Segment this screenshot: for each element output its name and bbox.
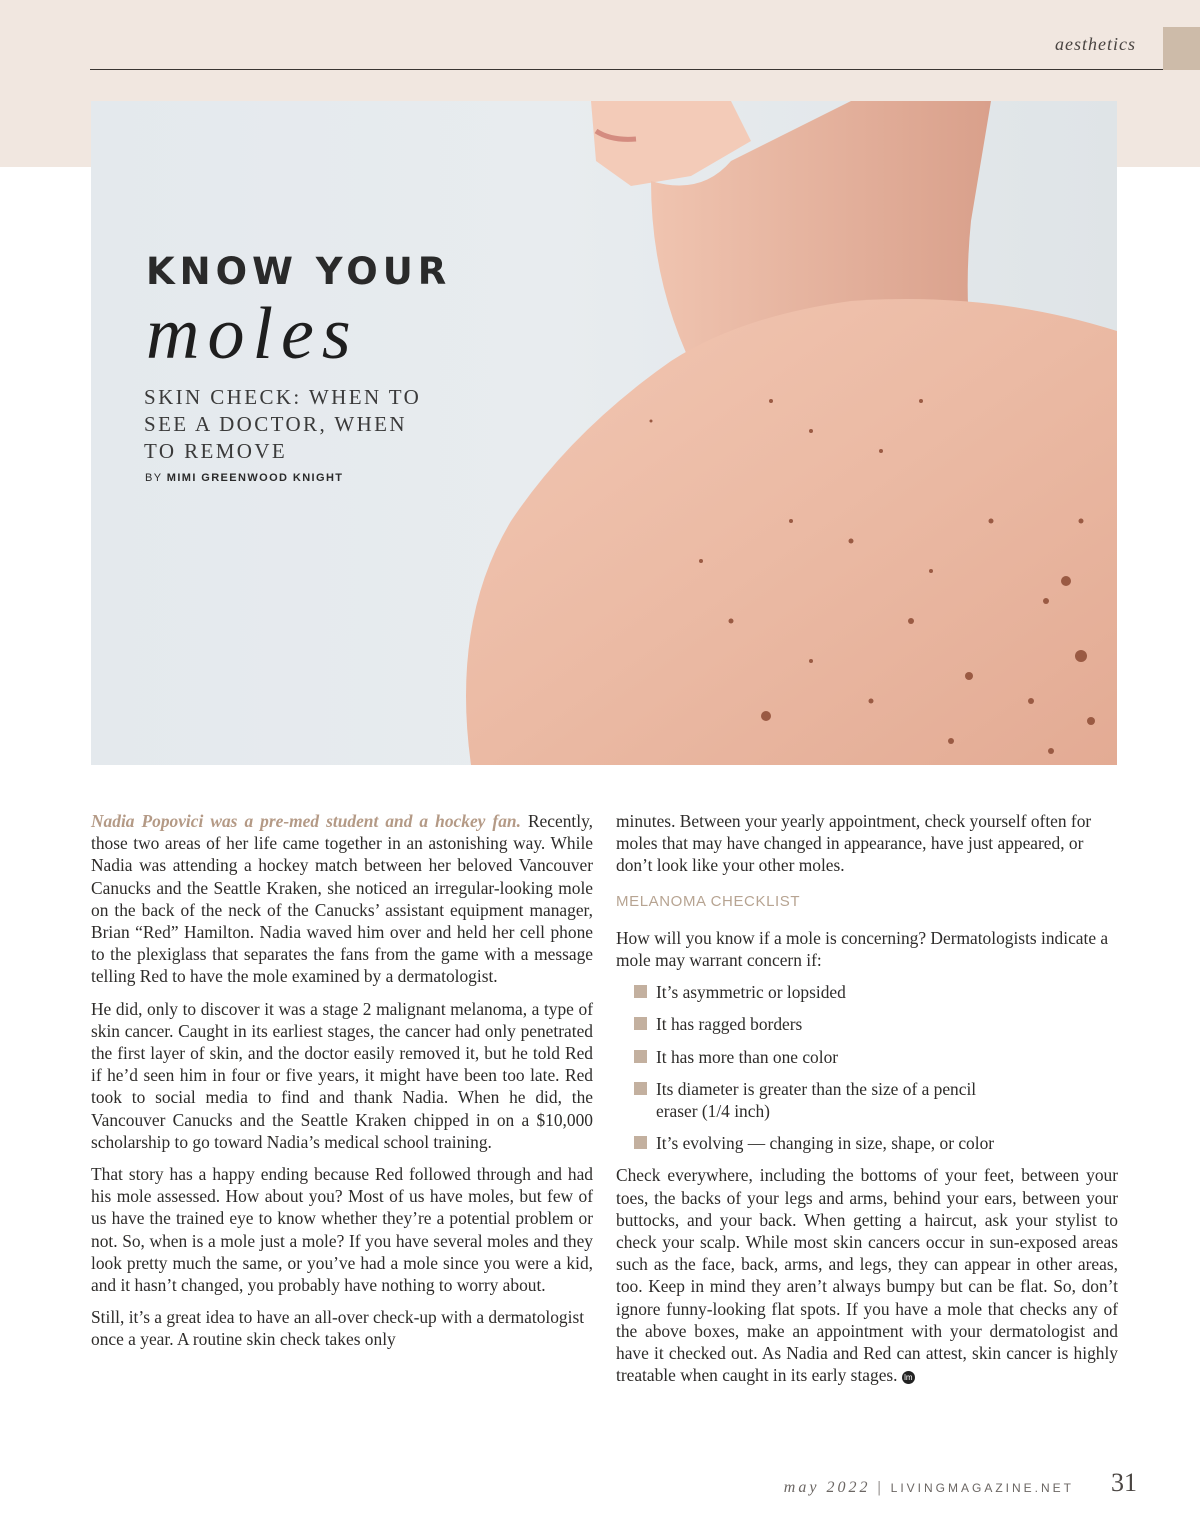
checklist-item: It has more than one color bbox=[634, 1046, 1118, 1068]
shoulder-shape bbox=[466, 299, 1117, 765]
square-bullet-icon bbox=[634, 1082, 647, 1095]
header-rule bbox=[90, 69, 1163, 70]
page-number: 31 bbox=[1111, 1468, 1137, 1497]
melanoma-checklist bbox=[616, 981, 1118, 1154]
checklist-intro: How will you know if a mole is concerning? Dermatologists indicate a mole may warrant concern if: bbox=[616, 927, 1109, 971]
website-link[interactable]: LIVINGMAGAZINE.NET bbox=[890, 1481, 1074, 1495]
checklist-item: It’s evolving — changing in size, shape, or color bbox=[634, 1132, 1118, 1154]
end-of-article-icon: lm bbox=[902, 1371, 915, 1384]
paragraph-6: Check everywhere, including the bottoms of your feet, between your toes, the backs of your legs and arms, behind your ears, between your buttocks, and your back. When getting a haircut, ask your stylist to check your scalp. While most skin cancers occur in sun-exposed areas such as the face, back, arms, and legs, they can appear in other areas, too. Keep in mind they aren’t always bumpy but can be flat. So, don’t ignore funny-looking flat spots. If you have a mole that checks any of the above boxes, make an appointment with your dermatologist and have it checked out. As Nadia and Red can attest, skin cancer is highly treatable when caught in its early stages. lm bbox=[616, 1165, 1118, 1386]
headline-line-1: KNOW YOUR bbox=[146, 250, 452, 293]
lead-sentence: Nadia Popovici was a pre-med student and a hockey fan. bbox=[91, 811, 521, 831]
byline-author: MIMI GREENWOOD KNIGHT bbox=[166, 472, 344, 484]
footer-folio bbox=[784, 1479, 1074, 1497]
checklist-item: Its diameter is greater than the size of a pencil eraser (1/4 inch) bbox=[634, 1078, 1016, 1122]
byline-prefix: BY bbox=[145, 472, 163, 484]
article-column-left bbox=[91, 810, 593, 1361]
subheadline: SKIN CHECK: WHEN TO SEE A DOCTOR, WHEN TO REMOVE bbox=[144, 385, 422, 463]
paragraph-2: He did, only to discover it was a stage 2 malignant melanoma, a type of skin cancer. Caught in its earliest stages, the cancer had only penetrated the first layer of skin, and the doctor easily removed it, but he told Red if he’d seen him in four or five years, it might have been too late. Red took to social media to find and thank Nadia. When he did, the Vancouver Canucks and the Seattle Kraken chipped in on a $10,000 scholarship to go toward Nadia’s medical school training. bbox=[91, 998, 593, 1152]
checklist-heading: MELANOMA CHECKLIST bbox=[616, 892, 801, 910]
square-bullet-icon bbox=[634, 1136, 647, 1149]
section-tab-marker bbox=[1163, 27, 1200, 70]
checklist-item: It’s asymmetric or lopsided bbox=[634, 981, 1118, 1003]
square-bullet-icon bbox=[634, 1017, 647, 1030]
section-label: aesthetics bbox=[1055, 34, 1136, 54]
paragraph-1 bbox=[91, 810, 593, 988]
paragraph-5: minutes. Between your yearly appointment, check yourself often for moles that may have changed in appearance, have just appeared, or don’t look like your other moles. bbox=[616, 811, 1092, 876]
paragraph-3: That story has a happy ending because Red followed through and had his mole assessed. How about you? Most of us have moles, but few of us have the trained eye to know whether they’re a potential problem or not. So, when is a mole just a mole? If you have several moles and they look pretty much the same, or you’ve had a mole since you were a kid, and it hasn’t changed, you probably have nothing to worry about. bbox=[91, 1164, 593, 1296]
paragraph-1-body: Recently, those two areas of her life came together in an astonishing way. While Nadia was attending a hockey match between her beloved Vancouver Canucks and the Seattle Kraken, she noticed an irregular-looking mole on the back of the neck of the Canucks’ assistant equipment manager, Brian “Red” Hamilton. Nadia waved him over and held her cell phone to the plexiglass that separates the fans from the game with a message telling Red to have the mole examined by a dermatologist. bbox=[91, 811, 593, 987]
byline bbox=[145, 472, 343, 484]
square-bullet-icon bbox=[634, 1050, 647, 1063]
headline-line-2: moles bbox=[146, 293, 359, 375]
square-bullet-icon bbox=[634, 985, 647, 998]
article-column-right bbox=[616, 810, 1118, 1396]
issue-date: may 2022 bbox=[783, 1479, 871, 1496]
footer-separator: | bbox=[877, 1479, 884, 1496]
checklist-item: It has ragged borders bbox=[634, 1013, 1118, 1035]
paragraph-4: Still, it’s a great idea to have an all-over check-up with a dermatologist once a year. A routine skin check takes only bbox=[91, 1307, 585, 1350]
